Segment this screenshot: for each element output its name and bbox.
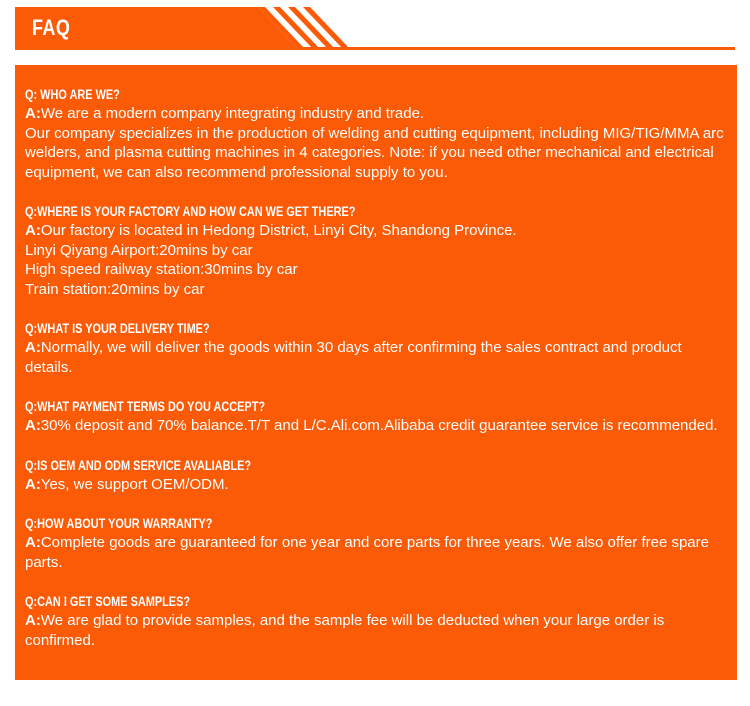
faq-panel: [15, 65, 737, 680]
faq-answer-line: [25, 104, 727, 124]
faq-answer-text: Our company specializes in the production of welding and cutting equipment, including MIG/TIG/MMA arc welders, and plasma cutting machines in 4 categories. Note: if you need other mechanical and electrical equipment, we can also recommend professional supply to you.: [25, 124, 724, 181]
faq-answer: [25, 533, 727, 572]
faq-answer-line: [25, 416, 727, 436]
answer-prefix: A:: [25, 105, 41, 122]
faq-answer-text: High speed railway station:30mins by car: [25, 261, 298, 278]
faq-item: [25, 592, 727, 650]
faq-question: Q:WHAT PAYMENT TERMS DO YOU ACCEPT?: [25, 398, 266, 414]
answer-prefix: A:: [25, 417, 41, 434]
faq-answer-text: Yes, we support OEM/ODM.: [40, 475, 229, 493]
faq-answer: [25, 104, 727, 182]
faq-question: Q:HOW ABOUT YOUR WARRANTY?: [25, 515, 213, 531]
answer-prefix: A:: [25, 339, 41, 356]
faq-answer-text: Complete goods are guaranteed for one year and core parts for three years. We also offer free spare parts.: [25, 534, 709, 571]
faq-item: [25, 202, 727, 299]
faq-answer-text: 30% deposit and 70% balance.T/T and L/C.Ali.com.Alibaba credit guarantee service is recommended.: [40, 417, 718, 434]
faq-answer: [25, 416, 727, 436]
faq-answer-line: [25, 475, 727, 495]
faq-answer-line: [25, 611, 727, 650]
faq-question: Q: WHO ARE WE?: [25, 86, 120, 102]
faq-question: Q:WHAT IS YOUR DELIVERY TIME?: [25, 320, 210, 336]
header-stripes-decoration: [250, 7, 360, 49]
page-title: FAQ: [32, 15, 71, 40]
faq-answer-line: [25, 533, 727, 572]
faq-item: [25, 514, 727, 572]
faq-answer-text: Linyi Qiyang Airport:20mins by car: [25, 241, 253, 259]
faq-answer: [25, 338, 727, 377]
answer-prefix: A:: [25, 475, 41, 493]
faq-answer-text: Our factory is located in Hedong District, Linyi City, Shandong Province.: [40, 222, 517, 239]
answer-prefix: A:: [25, 612, 41, 629]
faq-answer-text: We are a modern company integrating industry and trade.: [40, 105, 425, 122]
faq-answer: [25, 611, 727, 650]
faq-answer-text: Train station:20mins by car: [25, 280, 205, 298]
answer-prefix: A:: [25, 534, 41, 551]
faq-answer: [25, 221, 727, 299]
header-divider: [15, 47, 735, 50]
faq-answer: [25, 475, 727, 495]
faq-question: Q:CAN I GET SOME SAMPLES?: [25, 593, 191, 609]
faq-answer-line: [25, 221, 727, 241]
faq-item: [25, 456, 727, 495]
answer-prefix: A:: [25, 222, 41, 239]
faq-item: [25, 85, 727, 182]
faq-item: [25, 397, 727, 436]
faq-answer-line: [25, 338, 727, 377]
faq-question: Q:IS OEM AND ODM SERVICE AVALIABLE?: [25, 456, 252, 473]
faq-answer-text: We are glad to provide samples, and the sample fee will be deducted when your large order is confirmed.: [25, 612, 665, 649]
faq-question: Q:WHERE IS YOUR FACTORY AND HOW CAN WE GET THERE?: [25, 203, 356, 219]
faq-item: [25, 319, 727, 377]
faq-answer-text: Normally, we will deliver the goods within 30 days after confirming the sales contract and product details.: [25, 339, 682, 376]
